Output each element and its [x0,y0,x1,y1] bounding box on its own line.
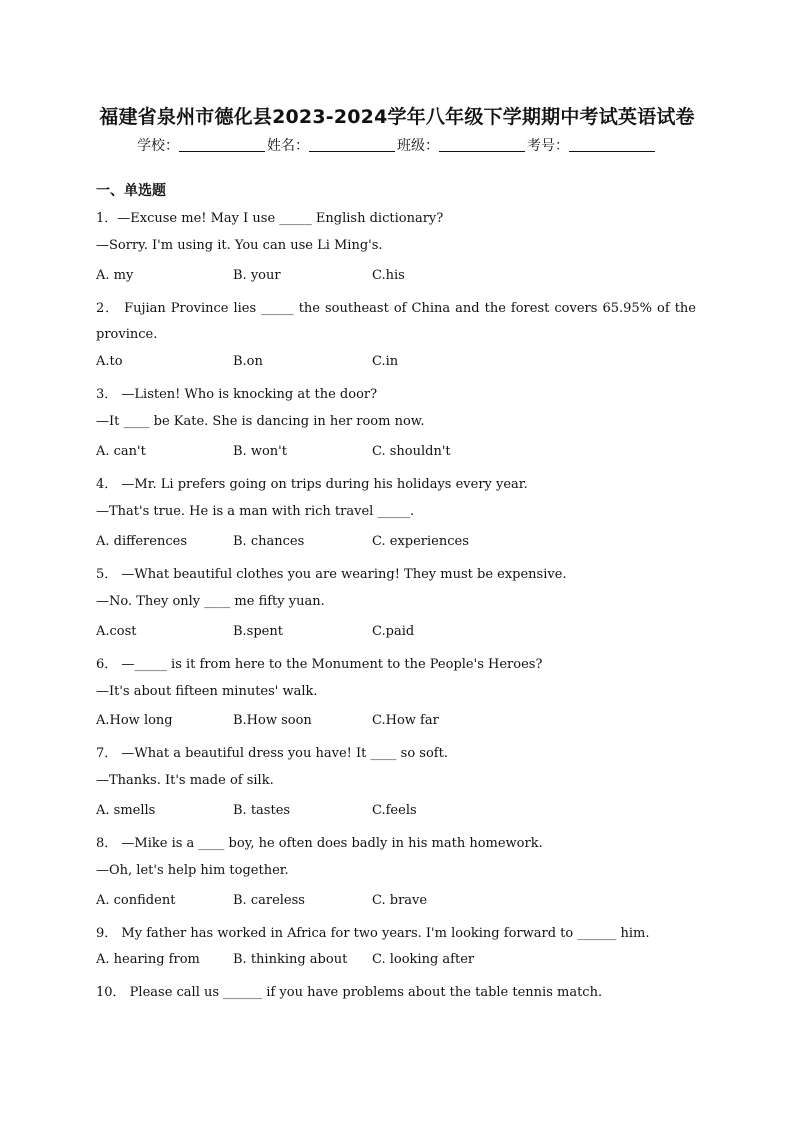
option-c[interactable]: C.paid [372,624,415,639]
name-label: 姓名： [267,138,309,154]
option-b[interactable]: B. won't [233,444,287,459]
option-b[interactable]: B. chances [233,534,305,549]
question-stem: 5． —What beautiful clothes you are wearing! They must be expensive. [96,567,567,582]
name-blank[interactable] [309,137,395,152]
option-a[interactable]: A. hearing from [96,952,200,967]
option-c[interactable]: C. looking after [372,952,475,967]
option-b[interactable]: B. careless [233,893,305,908]
question-line: —Oh, let's help him together. [96,863,289,878]
student-info-row [0,135,794,155]
option-b[interactable]: B.How soon [233,713,312,728]
school-label: 学校： [137,138,179,154]
question-stem: 4． —Mr. Li prefers going on trips during his holidays every year. [96,477,528,492]
question-stem: 1．—Excuse me! May I use _____ English dictionary? [96,211,444,226]
question-stem: 3． —Listen! Who is knocking at the door? [96,387,378,402]
question-line: —Sorry. I'm using it. You can use Li Ming's. [96,238,383,253]
option-a[interactable]: A. smells [96,803,156,818]
question-stem: 8． —Mike is a ____ boy, he often does badly in his math homework. [96,836,543,851]
option-c[interactable]: C.feels [372,803,417,818]
option-c[interactable]: C. shouldn't [372,444,451,459]
class-label: 班级： [397,138,439,154]
option-b[interactable]: B. your [233,268,281,283]
option-a[interactable]: A.How long [96,713,173,728]
number-blank[interactable] [569,137,655,152]
option-a[interactable]: A. can't [96,444,146,459]
option-a[interactable]: A. my [96,268,134,283]
option-c[interactable]: C.How far [372,713,439,728]
section-title: 一、单选题 [96,183,166,199]
exam-title: 福建省泉州市德化县2023-2024学年八年级下学期期中考试英语试卷 [99,106,695,128]
option-a[interactable]: A. differences [96,534,187,549]
option-a[interactable]: A.cost [96,624,137,639]
option-a[interactable]: A. confident [96,893,176,908]
option-b[interactable]: B. tastes [233,803,291,818]
school-blank[interactable] [179,137,265,152]
option-c[interactable]: C. experiences [372,534,469,549]
question-line: —It ____ be Kate. She is dancing in her room now. [96,414,425,429]
question-line: —Thanks. It's made of silk. [96,773,274,788]
question-stem: 6． —_____ is it from here to the Monument to the People's Heroes? [96,657,543,672]
question-line: —That's true. He is a man with rich travel _____. [96,504,415,519]
question-stem: 9． My father has worked in Africa for two years. I'm looking forward to ______ him. [96,926,650,941]
question-stem: 7． —What a beautiful dress you have! It ____ so soft. [96,746,448,761]
number-label: 考号： [527,138,569,154]
option-c[interactable]: C.his [372,268,405,283]
option-b[interactable]: B. thinking about [233,952,348,967]
question-line: —It's about fifteen minutes' walk. [96,684,318,699]
option-c[interactable]: C. brave [372,893,428,908]
question-stem: 2． Fujian Province lies _____ the southeast of China and the forest covers 65.95% of the [96,301,696,316]
option-a[interactable]: A.to [96,354,123,369]
question-stem: 10． Please call us ______ if you have problems about the table tennis match. [96,985,603,1000]
question-line: —No. They only ____ me fifty yuan. [96,594,325,609]
option-b[interactable]: B.on [233,354,263,369]
class-blank[interactable] [439,137,525,152]
option-b[interactable]: B.spent [233,624,283,639]
question-line: province. [96,327,158,342]
option-c[interactable]: C.in [372,354,399,369]
